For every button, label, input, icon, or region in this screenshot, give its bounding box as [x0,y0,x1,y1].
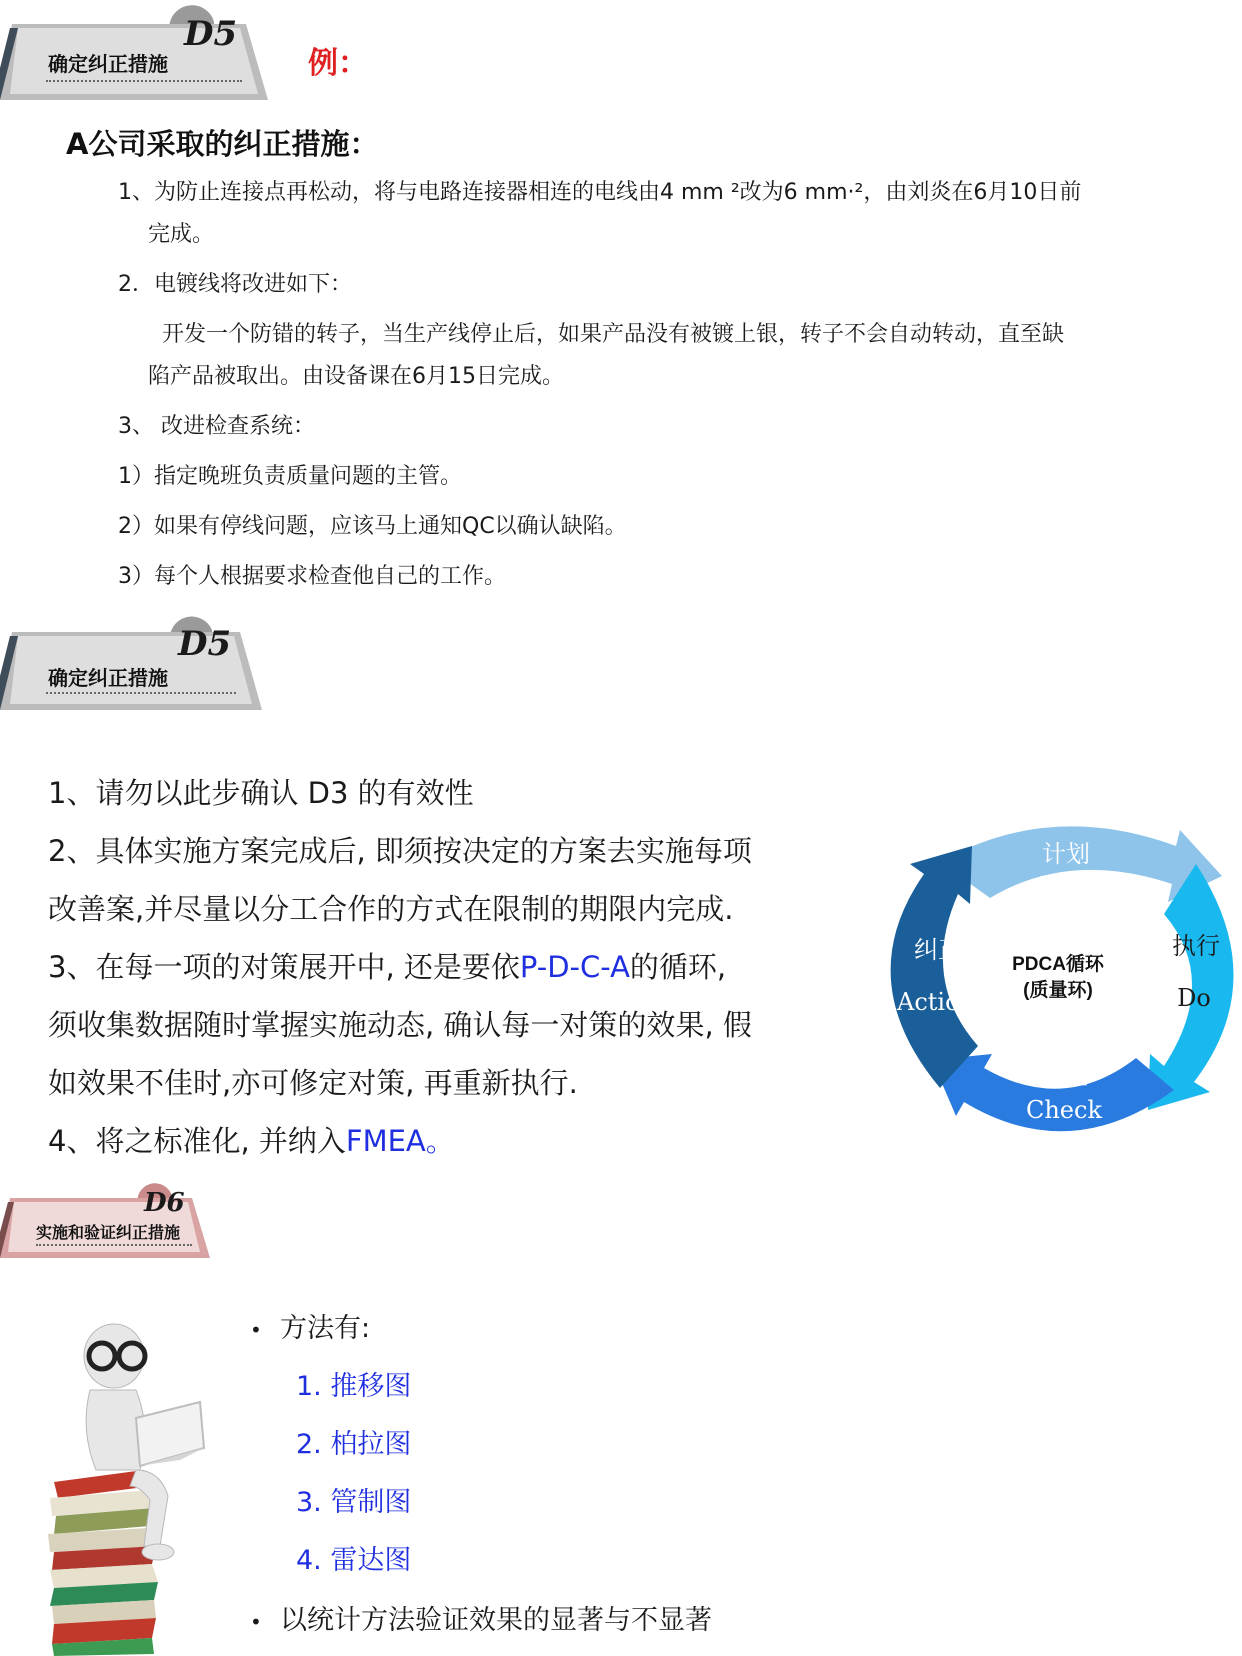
tag-step-code: D5 [184,14,238,54]
example-label: 例： [308,46,368,81]
methods-heading [250,1306,370,1345]
reader-on-books-illustration [40,1320,230,1656]
s1-line-4: 开发一个防错的转子，当生产线停止后，如果产品没有被镀上银，转子不会自动转动，直至缺 [162,322,1065,347]
method-item-2: 2. 柏拉图 [296,1429,412,1460]
s1-line-9: 3）每个人根据要求检查他自己的工作。 [118,564,506,589]
pdca-highlight: P-D-C-A [519,950,630,984]
section1-heading: A公司采取的纠正措施： [66,127,379,161]
bullet-icon: • [250,1610,262,1634]
tag-dotted-rule [46,80,242,82]
s1-line-2: 完成。 [148,222,215,247]
pdca-plan-en: Plan [1039,872,1093,900]
s2-line-4-post: 的循环, [629,950,727,984]
s2-line-4-pre: 3、在每一项的对策展开中, 还是要依 [48,950,520,984]
fmea-highlight: FMEA。 [345,1124,455,1158]
tag-step-title: 确定纠正措施 [48,52,168,76]
pdca-center-subtitle: (质量环) [1023,980,1093,1001]
pdca-action-en: Action [897,988,975,1016]
tag-step-title: 确定纠正措施 [48,666,168,690]
step-tag-d5-mid [0,618,264,714]
method-item-3: 3. 管制图 [296,1487,412,1518]
tag-step-code: D5 [178,624,232,664]
tag-step-title: 实施和验证纠正措施 [36,1223,181,1242]
book-stack-icon [48,1470,158,1656]
step-tag-d6 [0,1188,212,1260]
s2-line-7 [48,1124,455,1158]
s2-line-5: 须收集数据随时掌握实施动态, 确认每一对策的效果, 假 [48,1008,752,1042]
pdca-check-cn: 检查 [1040,1062,1088,1090]
tag-dotted-rule [36,1244,192,1246]
s2-line-3: 改善案,并尽量以分工合作的方式在限制的期限内完成. [48,892,734,926]
pdca-cycle-diagram [880,810,1242,1150]
bullet-icon: • [250,1318,262,1342]
tag-step-code: D6 [144,1188,185,1218]
s1-line-5: 陷产品被取出。由设备课在6月15日完成。 [148,364,564,389]
s1-line-3: 2．电镀线将改进如下： [118,272,352,297]
s2-line-2: 2、具体实施方案完成后, 即须按决定的方案去实施每项 [48,834,752,868]
s1-line-7: 1）指定晚班负责质量问题的主管。 [118,464,462,489]
conclusion-text: 以统计方法验证效果的显著与不显著 [280,1605,712,1636]
method-item-1: 1. 推移图 [296,1371,412,1402]
s2-line-1: 1、请勿以此步确认 D3 的有效性 [48,776,474,810]
s1-line-8: 2）如果有停线问题，应该马上通知QC以确认缺陷。 [118,514,627,539]
step-tag-d5-top [0,8,270,104]
s2-line-4 [48,950,726,984]
pdca-action-cn: 纠正 [914,936,962,964]
pdca-do-cn: 执行 [1172,932,1220,960]
pdca-center-title: PDCA循环 [1012,954,1104,975]
methods-label: 方法有: [280,1313,371,1344]
conclusion-line [250,1598,712,1637]
s2-line-6: 如效果不佳时,亦可修定对策, 再重新执行. [48,1066,578,1100]
method-item-4: 4. 雷达图 [296,1545,412,1576]
pdca-do-en: Do [1177,984,1211,1012]
s1-line-6: 3、 改进检查系统： [118,414,315,439]
s1-line-1: 1、为防止连接点再松动，将与电路连接器相连的电线由4 mm ²改为6 mm·²，由刘炎在6月10日前 [118,180,1082,205]
pdca-center-circle [972,892,1144,1064]
tag-dotted-rule [46,692,236,694]
pdca-plan-cn: 计划 [1042,840,1090,868]
pdca-check-en: Check [1025,1096,1103,1124]
s2-line-7-pre: 4、将之标准化, 并纳入 [48,1124,346,1158]
pdca-action-arc [891,846,978,1088]
